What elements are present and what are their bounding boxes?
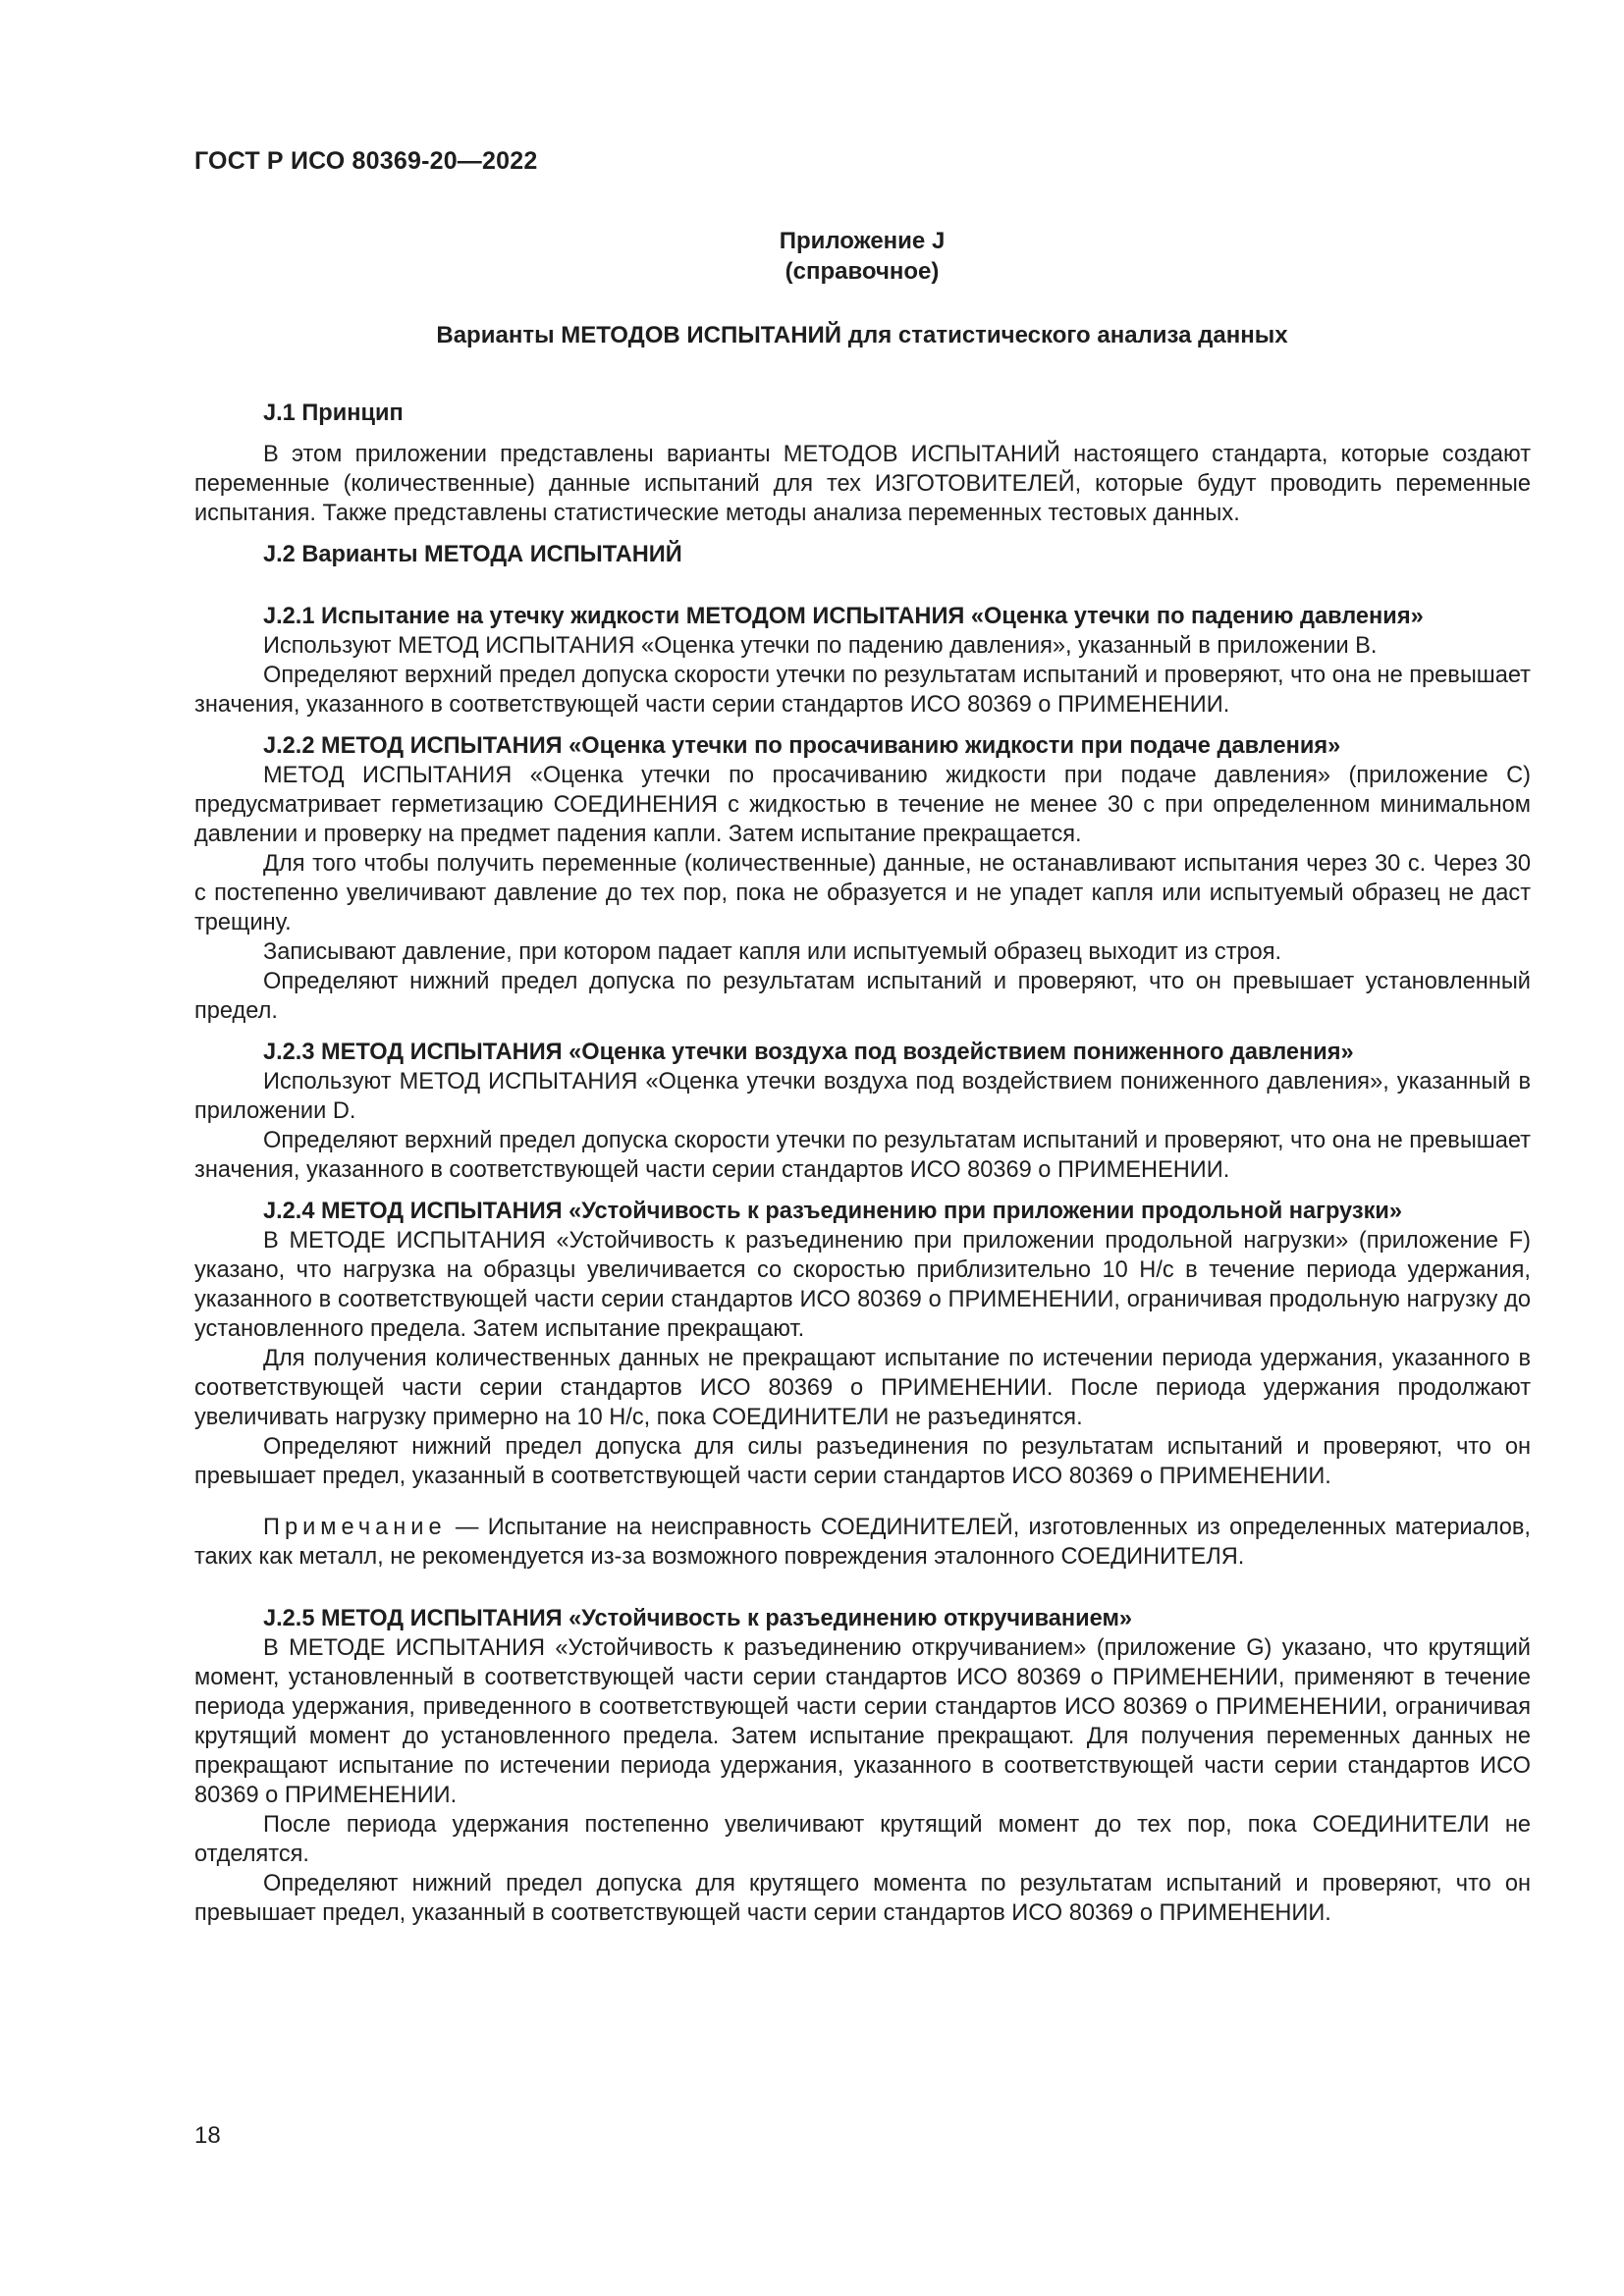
note bbox=[194, 1513, 1531, 1572]
page-number: 18 bbox=[194, 2122, 221, 2149]
paragraph: Для получения количественных данных не прекращают испытание по истечении периода удержания, указанного в соответствующей части серии стандартов ИСО 80369 о ПРИМЕНЕНИИ. После периода удержания продолжают увеличивать нагрузку примерно на 10 Н/с, пока СОЕДИНИТЕЛИ не разъединятся. bbox=[194, 1346, 1531, 1430]
paragraph: МЕТОД ИСПЫТАНИЯ «Оценка утечки по просачиванию жидкости при подаче давления» (приложение С) предусматривает герметизацию СОЕДИНЕНИЯ с жидкостью в течение не менее 30 с при определенном минимальном давлении и проверку на предмет падения капли. Затем испытание прекращается. bbox=[194, 763, 1531, 847]
section-heading-j21: J.2.1 Испытание на утечку жидкости МЕТОДОМ ИСПЫТАНИЯ «Оценка утечки по падению давления» bbox=[263, 604, 1424, 629]
paragraph: Используют МЕТОД ИСПЫТАНИЯ «Оценка утечки воздуха под воздействием пониженного давления», указанный в приложении D. bbox=[194, 1069, 1531, 1124]
paragraph: Определяют нижний предел допуска для силы разъединения по результатам испытаний и проверяют, что он превышает предел, указанный в соответствующей части серии стандартов ИСО 80369 о ПРИМЕНЕНИИ. bbox=[194, 1434, 1531, 1489]
section-heading-j25: J.2.5 МЕТОД ИСПЫТАНИЯ «Устойчивость к разъединению откручиванием» bbox=[263, 1606, 1133, 1631]
note-text: — Испытание на неисправность СОЕДИНИТЕЛЕЙ, изготовленных из определенных материалов, таких как металл, не рекомендуется из-за возможного повреждения эталонного СОЕДИНИТЕЛЯ. bbox=[194, 1515, 1531, 1570]
paragraph: В МЕТОДЕ ИСПЫТАНИЯ «Устойчивость к разъединению при приложении продольной нагрузки» (приложение F) указано, что нагрузка на образцы увеличивается со скоростью приблизительно 10 Н/с в течение периода удержания, указанного в соответствующей части серии стандартов ИСО 80369 о ПРИМЕНЕНИИ, ограничивая продольную нагрузку до установленного предела. Затем испытание прекращают. bbox=[194, 1228, 1531, 1342]
paragraph: После периода удержания постепенно увеличивают крутящий момент до тех пор, пока СОЕДИНИТЕЛИ не отделятся. bbox=[194, 1812, 1531, 1867]
paragraph: Используют МЕТОД ИСПЫТАНИЯ «Оценка утечки по падению давления», указанный в приложении В. bbox=[263, 633, 1378, 659]
paragraph: Определяют нижний предел допуска для крутящего момента по результатам испытаний и проверяют, что он превышает предел, указанный в соответствующей части серии стандартов ИСО 80369 о ПРИМЕНЕНИИ. bbox=[194, 1871, 1531, 1926]
paragraph: Для того чтобы получить переменные (количественные) данные, не останавливают испытания через 30 с. Через 30 с постепенно увеличивают давление до тех пор, пока не образуется и не упадет капля или испытуемый образец не даст трещину. bbox=[194, 851, 1531, 935]
section-heading-j24: J.2.4 МЕТОД ИСПЫТАНИЯ «Устойчивость к разъединению при приложении продольной нагрузки» bbox=[263, 1199, 1403, 1224]
paragraph: Определяют верхний предел допуска скорости утечки по результатам испытаний и проверяют, что она не превышает значения, указанного в соответствующей части серии стандартов ИСО 80369 о ПРИМЕНЕНИИ. bbox=[194, 663, 1531, 718]
section-heading-j2: J.2 Варианты МЕТОДА ИСПЫТАНИЙ bbox=[263, 542, 682, 567]
paragraph: Определяют нижний предел допуска по результатам испытаний и проверяют, что он превышает установленный предел. bbox=[194, 969, 1531, 1024]
note-label: Примечание bbox=[263, 1515, 447, 1540]
annex-label-block bbox=[194, 226, 1530, 287]
section-heading-j1: J.1 Принцип bbox=[263, 400, 404, 426]
paragraph: В МЕТОДЕ ИСПЫТАНИЯ «Устойчивость к разъединению откручиванием» (приложение G) указано, что крутящий момент, установленный в соответствующей части серии стандартов ИСО 80369 о ПРИМЕНЕНИИ, применяют в течение периода удержания, приведенного в соответствующей части серии стандартов ИСО 80369 о ПРИМЕНЕНИИ, ограничивая крутящий момент до установленного предела. Затем испытание прекращают. Для получения переменных данных не прекращают испытание по истечении периода удержания, указанного в соответствующей части серии стандартов ИСО 80369 о ПРИМЕНЕНИИ. bbox=[194, 1635, 1531, 1808]
paragraph: Записывают давление, при котором падает капля или испытуемый образец выходит из строя. bbox=[263, 939, 1282, 965]
paragraph: Определяют верхний предел допуска скорости утечки по результатам испытаний и проверяют, что она не превышает значения, указанного в соответствующей части серии стандартов ИСО 80369 о ПРИМЕНЕНИИ. bbox=[194, 1128, 1531, 1183]
paragraph: В этом приложении представлены варианты МЕТОДОВ ИСПЫТАНИЙ настоящего стандарта, которые создают переменные (количественные) данные испытаний для тех ИЗГОТОВИТЕЛЕЙ, которые будут проводить переменные испытания. Также представлены статистические методы анализа переменных тестовых данных. bbox=[194, 442, 1531, 526]
document-header: ГОСТ Р ИСО 80369-20—2022 bbox=[194, 147, 538, 175]
annex-label: Приложение J bbox=[779, 228, 946, 254]
annex-kind: (справочное) bbox=[785, 258, 940, 285]
annex-title: Варианты МЕТОДОВ ИСПЫТАНИЙ для статистического анализа данных bbox=[436, 322, 1288, 348]
section-heading-j23: J.2.3 МЕТОД ИСПЫТАНИЯ «Оценка утечки воздуха под воздействием пониженного давления» bbox=[263, 1040, 1354, 1065]
section-heading-j22: J.2.2 МЕТОД ИСПЫТАНИЯ «Оценка утечки по просачиванию жидкости при подаче давления» bbox=[263, 733, 1341, 759]
document-body bbox=[194, 399, 1531, 1928]
